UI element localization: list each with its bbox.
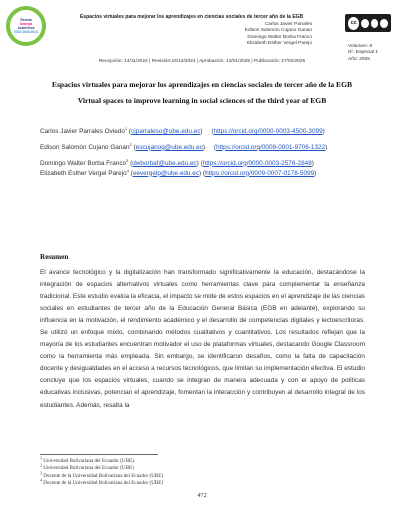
footnote-divider bbox=[40, 454, 158, 455]
running-author: Carlos Javier Parrales bbox=[264, 22, 312, 27]
author-orcid-link[interactable]: https://orcid.org/0000-0003-2576-2848 bbox=[202, 159, 312, 167]
page-number: 472 bbox=[197, 492, 207, 499]
footnote-sup: 2 bbox=[40, 462, 42, 468]
author-sup: 4 bbox=[126, 167, 129, 173]
author-email-link[interactable]: eevergelp@ube.edu.ec bbox=[132, 169, 200, 177]
author-entry: Elizabeth Esther Vergel Parejo$^4$ (eevergelp@ube.edu.ec) (https://orcid.org/0009-0007-0178-5099) bbox=[40, 167, 317, 177]
author-entry: Carlos Javier Parrales Oviedo$^1$ (cjparraleso@ube.edu.ec) (https://orcid.org/0000-0003-4500-3099) bbox=[40, 125, 325, 135]
logo-ring bbox=[6, 6, 46, 46]
author-entry: Domingo Walter Borba Franco$^3$ (dwborbaf@ube.edu.ec) (https://orcid.org/0000-0003-2576-2848) bbox=[40, 157, 314, 167]
author-orcid-link[interactable]: https://orcid.org/0009-0007-0178-5099 bbox=[205, 169, 315, 177]
author-entry: Edison Salomón Cujano Ganan$^2$ (escujanog@ube.edu.ec) (https://orcid.org/0009-0001-9706-1322) bbox=[40, 141, 328, 151]
logo-line: Revista bbox=[20, 18, 32, 22]
footnote bbox=[40, 477, 365, 487]
running-title: Espacios virtuales para mejorar los aprendizajes en ciencias sociales de tercer año de la EGB bbox=[80, 14, 304, 20]
footnote-text: Docente de la Universidad Bolivariana del Ecuador (UBE) bbox=[43, 479, 164, 486]
author-orcid-link[interactable]: https://orcid.org/0000-0003-4500-3099 bbox=[213, 128, 323, 135]
author-sup: 3 bbox=[126, 157, 129, 163]
author-sup: 2 bbox=[129, 141, 132, 147]
author-email-link[interactable]: dwborbaf@ube.edu.ec bbox=[132, 159, 197, 167]
footnotes bbox=[40, 455, 365, 487]
issue: Nº. Especial 1 bbox=[348, 50, 379, 56]
footnote-text: Universidad Bolivariana del Ecuador (UBE). bbox=[43, 458, 136, 464]
by-icon bbox=[361, 19, 369, 28]
sa-icon bbox=[380, 19, 388, 28]
footnote-sup: 4 bbox=[40, 477, 42, 483]
logo-line: Académica bbox=[17, 26, 35, 30]
author-sup: 1 bbox=[124, 125, 128, 131]
footnote-text: Docente de la Universidad Bolivariana del Ecuador (UBE) bbox=[43, 472, 164, 479]
abstract-heading: Resumen bbox=[40, 253, 69, 261]
footnote-sup: 1 bbox=[40, 455, 42, 461]
author-email-link[interactable]: cjparraleso@ube.edu.ec bbox=[131, 128, 201, 135]
creative-commons-badge[interactable] bbox=[345, 14, 391, 32]
article-title-en: Virtual spaces to improve learning in social sciences of the third year of EGB bbox=[77, 96, 327, 105]
logo-line: ISSN 2665-0614 bbox=[14, 30, 38, 34]
cc-icon: cc bbox=[348, 17, 359, 30]
journal-logo bbox=[6, 6, 46, 46]
running-authors bbox=[245, 22, 312, 48]
publication-dates: Recepción: 14/11/2024 | Revisión:15/12/2024 | Aprobación: 13/01/2025 | Publicación: 27/02/2025 bbox=[98, 59, 306, 64]
article-title-es: Espacios virtuales para mejorar los aprendizajes en ciencias sociales de tercer año de la EGB bbox=[51, 80, 353, 89]
author-name: Elizabeth Esther Vergel Parejo bbox=[40, 169, 127, 177]
footnote-text: Universidad Bolivariana del Ecuador (UBE) bbox=[43, 465, 134, 472]
running-author: Elizabeth Esther Vergel Parejo bbox=[246, 41, 312, 47]
logo-line: Sinergia bbox=[19, 22, 33, 26]
running-author: Domingo Walter Borba Franco bbox=[247, 34, 312, 40]
nc-icon bbox=[371, 19, 379, 28]
author-orcid-link[interactable]: https://orcid.org/0009-0001-9706-1322 bbox=[216, 143, 326, 151]
author-email-link[interactable]: escujanog@ube.edu.ec bbox=[135, 143, 203, 151]
author-name: Domingo Walter Borba Franco bbox=[40, 159, 127, 167]
footnote bbox=[40, 469, 365, 483]
volume: Volumen: 8 bbox=[348, 44, 373, 49]
author-name: Carlos Javier Parrales Oviedo bbox=[40, 128, 125, 135]
abstract-text: El avance tecnológico y la digitalización han transformado significativamente la educación, destacándose la integración de espacios alternativos virtuales como herramientas clave para complementar la enseñanza tradicional. Este estudio evalúa la eficacia, el impacto se mide de estos espacios en el aprendizaje de las ciencias sociales en estudiantes de tercer año de la Educación General Básica (EGB en adelante), explorando su influencia en la motivación, el rendimiento académico y el desarrollo de competencias digitales y lectoescritoras. Se utilizó un enfoque mixto, combinando métodos cualitativos y cuantitativos. Los resultados reflejan que la mayoría de los estudiantes encuentran motivador el uso de plataformas virtuales, destacando Google Classroom como la herramienta más empleada. Sin embargo, se identificaron desafíos, como la falta de capacitación docente y desigualdades en el acceso a recursos tecnológicos, que limitan su implementación efectiva. El estudio concluye que los espacios virtuales, cuando se integran de manera adecuada y con el apoyo de políticas educativas inclusivas, potencian el aprendizaje, fomentan la interacción y contribuyen al desarrollo integral de los estudiantes. Además, resalta la bbox=[40, 269, 365, 409]
footnote-sup: 3 bbox=[40, 469, 42, 475]
running-author: Edison Salomón Cujano Ganan bbox=[244, 28, 312, 34]
footnote bbox=[40, 462, 365, 472]
year: Año: 2025 bbox=[348, 56, 370, 62]
author-list bbox=[40, 127, 365, 184]
author-name: Edison Salomón Cujano Ganan bbox=[40, 143, 130, 151]
